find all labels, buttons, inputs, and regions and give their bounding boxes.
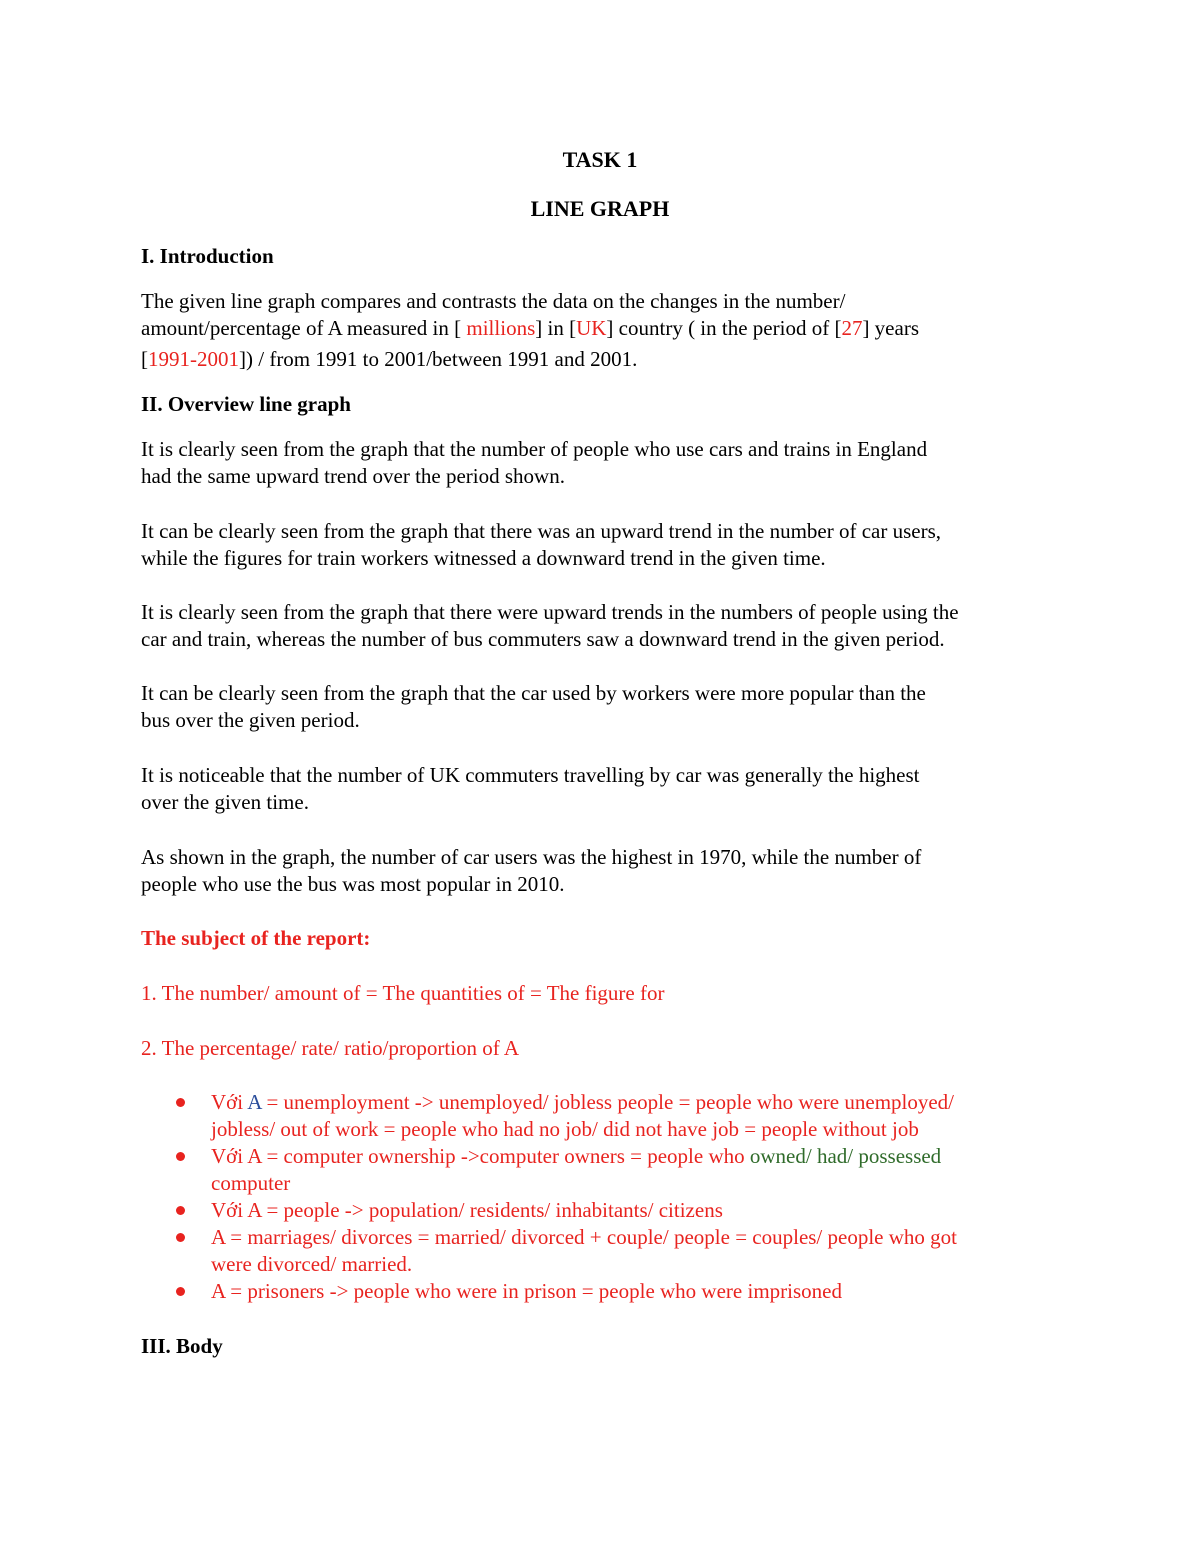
page-subtitle: LINE GRAPH <box>530 196 670 221</box>
subject-item-1: 1. The number/ amount of = The quantities of = The figure for <box>141 981 665 1005</box>
overview-paragraph: As shown in the graph, the number of car users was the highest in 1970, while the number of people who use the bus was most popular in 2010. <box>141 845 922 896</box>
intro-line-1: The given line graph compares and contrasts the data on the changes in the number/ <box>141 289 846 313</box>
unit-highlight: millions <box>461 316 536 340</box>
bullet-icon <box>176 1152 185 1161</box>
list-item: Với A = computer ownership ->computer owners = people who owned/ had/ possessed computer <box>141 1143 1101 1197</box>
intro-line-2: amount/percentage of A measured in [ millions] in [UK] country ( in the period of [27] years <box>141 316 919 340</box>
intro-paragraph <box>141 288 1071 373</box>
intro-line-3: [1991-2001]) / from 1991 to 2001/between 1991 and 2001. <box>141 347 638 371</box>
subject-item-2: 2. The percentage/ rate/ ratio/proportion of A <box>141 1036 520 1060</box>
bullet-icon <box>176 1287 185 1296</box>
bullet-icon <box>176 1206 185 1215</box>
country-highlight: UK <box>576 316 607 340</box>
intro-heading: I. Introduction <box>141 244 274 268</box>
body-heading: III. Body <box>141 1334 223 1358</box>
overview-paragraph: It is noticeable that the number of UK commuters travelling by car was generally the highest over the given time. <box>141 763 920 814</box>
years-highlight: 27 <box>841 316 863 340</box>
overview-paragraph: It can be clearly seen from the graph that there was an upward trend in the number of car users, while the figures for train workers witnessed a downward trend in the given time. <box>141 519 942 570</box>
overview-paragraph: It can be clearly seen from the graph that the car used by workers were more popular than the bus over the given period. <box>141 681 926 732</box>
subject-bullet-list <box>141 1089 1101 1305</box>
overview-heading: II. Overview line graph <box>141 392 351 416</box>
overview-paragraph: It is clearly seen from the graph that the number of people who use cars and trains in England had the same upward trend over the period shown. <box>141 437 928 488</box>
list-item: Với A = unemployment -> unemployed/ jobless people = people who were unemployed/ jobless/ out of work = people who had no job/ did not have job = people without job <box>141 1089 1101 1143</box>
overview-paragraph: It is clearly seen from the graph that there were upward trends in the numbers of people using the car and train, whereas the number of bus commuters saw a downward trend in the given period. <box>141 600 959 651</box>
list-item: A = prisoners -> people who were in prison = people who were imprisoned <box>141 1278 1101 1305</box>
page-title: TASK 1 <box>562 147 638 172</box>
bullet-icon <box>176 1233 185 1242</box>
list-item: Với A = people -> population/ residents/ inhabitants/ citizens <box>141 1197 1101 1224</box>
bullet-icon <box>176 1098 185 1107</box>
subject-heading: The subject of the report: <box>141 926 371 950</box>
range-highlight: 1991-2001 <box>148 347 239 371</box>
list-item: A = marriages/ divorces = married/ divorced + couple/ people = couples/ people who got were divorced/ married. <box>141 1224 1101 1278</box>
